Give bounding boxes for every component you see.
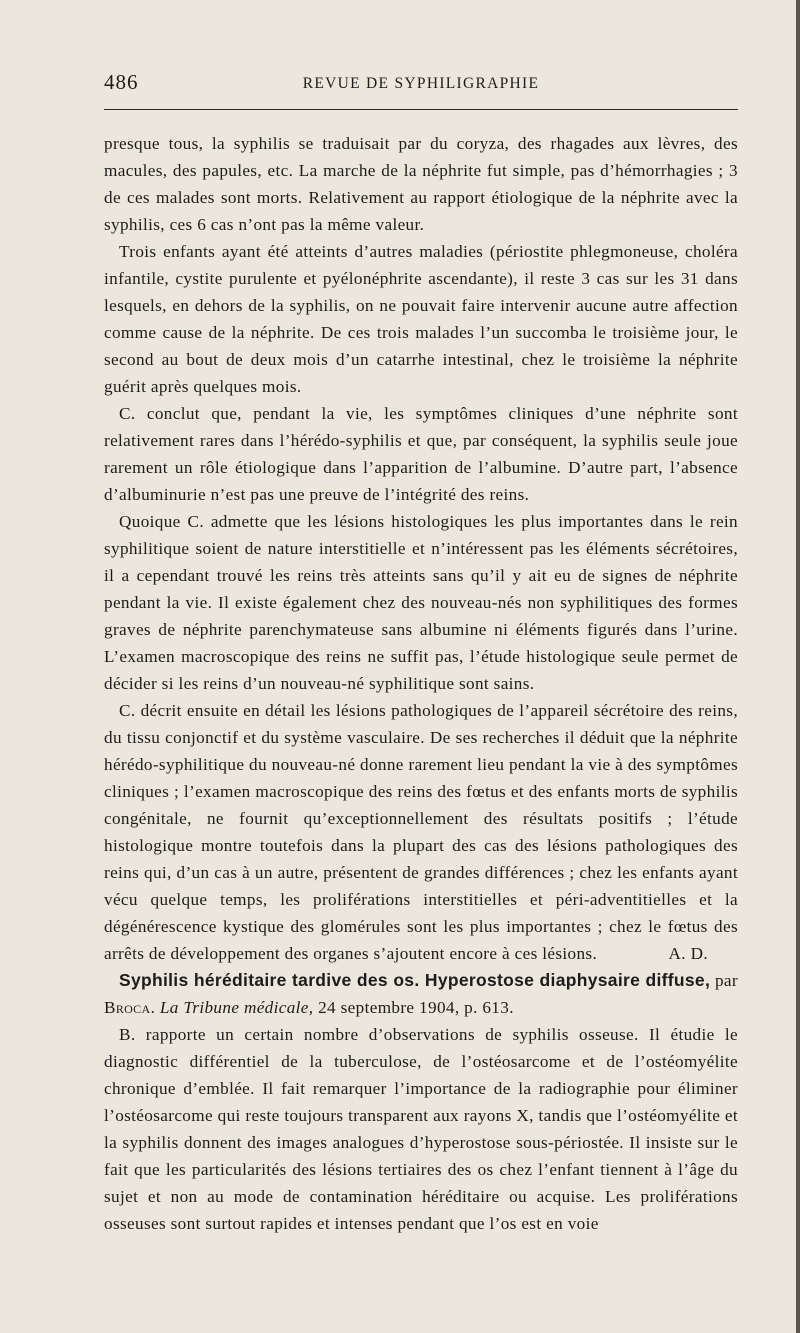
article-paragraph-1: B. rapporte un certain nombre d’observations de syphilis osseuse. Il étudie le diagnostic différentiel de la tuberculose, de l’ostéosarcome et de l’ostéomyélite chronique d’emblée. Il fait remarquer l’importance de la radiographie pour éliminer l’ostéosarcome qui reste toujours transparent aux rayons X, tandis que l’ostéomyélite et la syphilis donnent des images analogues d’hyperostose sous-périostée. Il insiste sur le fait que les particularités des lésions tertiaires des os chez l’enfant tiennent à l’âge du sujet et non au mode de contamination héréditaire ou acquise. Les proliférations osseuses sont surtout rapides et intenses pendant que l’os est en voie [104,1025,738,1233]
article-heading-line: Syphilis héréditaire tardive des os. Hyperostose diaphysaire diffuse, par Broca. La Tribune médicale, 24 septembre 1904, p. 613. [104,970,738,1017]
paragraph-5-text: C. décrit ensuite en détail les lésions pathologiques de l’appareil sécrétoire des reins, du tissu conjonctif et du système vasculaire. De ses recherches il déduit que la néphrite hérédo-syphilitique du nouveau-né donne rarement lieu pendant la vie à des symptômes cliniques ; l’examen macroscopique des reins des fœtus et des enfants morts de syphilis congénitale, ne fournit qu’exceptionnellement des résultats positifs ; l’étude histologique montre toutefois dans la plupart des cas des lésions pathologiques des reins qui, d’un cas à un autre, présentent de grandes différences ; chez les enfants ayant vécu quelque temps, les proliférations interstitielles et péri-adventitielles et la dégénérescence kystique des glomérules sont les plus importantes ; chez le fœtus des arrêts de développement des organes s’ajoutent encore à ces lésions. [104,701,738,963]
article-by: par [714,971,738,990]
running-title: REVUE DE SYPHILIGRAPHIE [302,75,540,92]
header-rule [104,109,738,110]
paragraph-5 [104,697,738,967]
page-number: 486 [104,70,139,94]
paragraph-3: C. conclut que, pendant la vie, les symptômes cliniques d’une néphrite sont relativement rares dans l’hérédo-syphilis et que, par conséquent, la syphilis seule joue rarement un rôle étiologique dans l’apparition de l’albumine. D’autre part, l’absence d’albuminurie n’est pas une preuve de l’intégrité des reins. [104,404,738,504]
article-author: Broca [104,998,151,1017]
paragraph-1: presque tous, la syphilis se traduisait par du coryza, des rhagades aux lèvres, des macules, des papules, etc. La marche de la néphrite fut simple, pas d’hémorrhagies ; 3 de ces malades sont morts. Relativement au rapport étiologique de la néphrite avec la syphilis, ces 6 cas n’ont pas la même valeur. [104,134,738,234]
page-edge [796,0,800,1333]
paragraph-2: Trois enfants ayant été atteints d’autres maladies (périostite phlegmoneuse, choléra infantile, cystite purulente et pyélonéphrite ascendante), il reste 3 cas sur les 31 dans lesquels, en dehors de la syphilis, on ne pouvait faire intervenir aucune autre affection comme cause de la néphrite. De ces trois malades l’un succomba le troisième jour, le second au bout de deux mois d’un catarrhe intestinal, chez le troisième la néphrite guérit après quelques mois. [104,242,738,396]
article-title: Syphilis héréditaire tardive des os. Hyperostose diaphysaire diffuse, [119,970,711,990]
article-journal: La Tribune médicale, [159,998,314,1017]
page-header [104,70,738,100]
article-citation: 24 septembre 1904, p. 613. [318,998,514,1017]
reviewer-signoff: A. D. [668,944,708,963]
paragraph-4: Quoique C. admette que les lésions histologiques les plus importantes dans le rein syphilitique soient de nature interstitielle et n’intéressent pas les éléments sécrétoires, il a cependant trouvé les reins très atteints sans qu’il y ait eu de signes de néphrite pendant la vie. Il existe également chez des nouveau-nés non syphilitiques des formes graves de néphrite parenchymateuse sans albumine ni éléments figurés dans l’urine. L’examen macroscopique des reins ne suffit pas, l’étude histologique seule permet de décider si les reins d’un nouveau-né syphilitique sont sains. [104,512,738,693]
body-text [104,130,738,1237]
